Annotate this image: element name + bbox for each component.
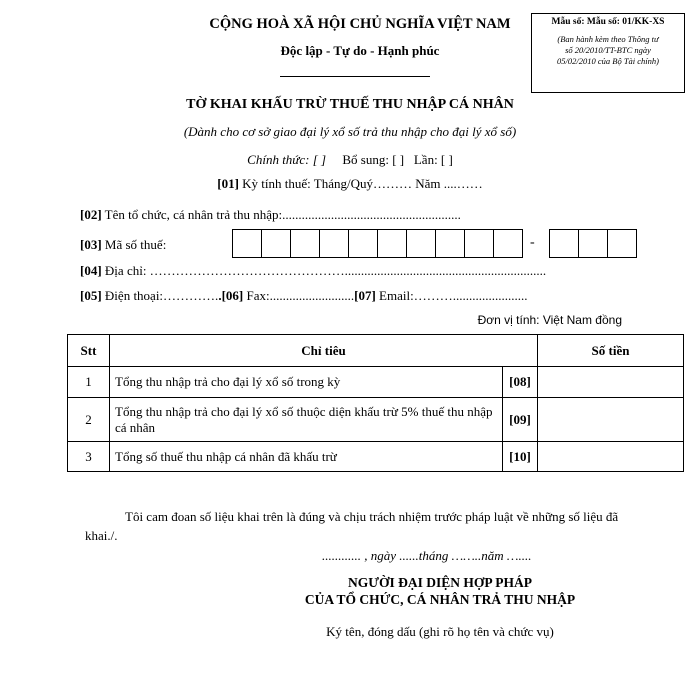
currency-unit: Đơn vị tính: Việt Nam đồng — [477, 313, 622, 327]
declaration-type — [0, 152, 700, 168]
tax-code-suffix-box[interactable] — [549, 229, 579, 258]
payer-name-field[interactable]: Tên tổ chức, cá nhân trả thu nhập:....................................................... — [101, 207, 461, 222]
date-line[interactable]: ............ , ngày ......tháng ……..năm ….... — [322, 548, 532, 563]
email-field[interactable]: Email:………....................... — [375, 288, 528, 303]
tax-code-suffix-boxes — [549, 229, 636, 258]
field-code-02: [02] — [80, 207, 102, 222]
payer-name-row — [80, 207, 461, 223]
tax-code-digit-box[interactable] — [319, 229, 349, 258]
fax-field[interactable]: Fax:.......................... — [243, 288, 355, 303]
tax-code-label: Mã số thuế: — [101, 237, 167, 252]
tax-code-digit-box[interactable] — [435, 229, 465, 258]
header-indicator: Chỉ tiêu — [110, 335, 538, 367]
tax-code-suffix-box[interactable] — [607, 229, 637, 258]
form-subtitle: (Dành cho cơ sở giao đại lý xổ số trả thu nhập cho đại lý xổ số) — [183, 124, 517, 139]
row-label: Tổng số thuế thu nhập cá nhân đã khấu trừ — [110, 442, 503, 472]
tax-period-field[interactable]: Kỳ tính thuế: Tháng/Quý……… Năm ....…… — [238, 176, 483, 191]
field-code-06: .[06] — [218, 288, 244, 303]
tax-code-digit-box[interactable] — [348, 229, 378, 258]
form-issued-line-2: số 20/2010/TT-BTC ngày — [565, 45, 651, 55]
row-stt: 1 — [68, 367, 110, 398]
row-code: [08] — [503, 367, 538, 398]
times-field[interactable]: Lần: [ ] — [413, 152, 453, 167]
form-title: TỜ KHAI KHẤU TRỪ THUẾ THU NHẬP CÁ NHÂN — [186, 97, 514, 112]
tax-code-digit-box[interactable] — [377, 229, 407, 258]
row-amount-field[interactable] — [538, 367, 684, 398]
tax-code-digit-box[interactable] — [464, 229, 494, 258]
row-label: Tổng thu nhập trả cho đại lý xổ số thuộc diện khấu trừ 5% thuế thu nhập cá nhân — [110, 398, 503, 442]
official-checkbox[interactable]: Chính thức: [ ] — [247, 152, 327, 167]
row-stt: 2 — [68, 398, 110, 442]
tax-code-digit-box[interactable] — [290, 229, 320, 258]
tax-code-row — [80, 237, 166, 253]
representative-title-1: NGƯỜI ĐẠI DIỆN HỢP PHÁP — [347, 575, 532, 590]
declaration-table — [67, 334, 684, 472]
address-field[interactable]: Địa chỉ: ……………………………………….............................................................. — [101, 263, 547, 278]
tax-code-boxes — [232, 229, 522, 258]
tax-code-digit-box[interactable] — [232, 229, 262, 258]
table-row — [68, 442, 684, 472]
row-code: [10] — [503, 442, 538, 472]
motto: Độc lập - Tự do - Hạnh phúc — [280, 43, 440, 58]
row-code: [09] — [503, 398, 538, 442]
field-code-04: [04] — [80, 263, 102, 278]
field-code-01: [01] — [217, 176, 239, 191]
form-code-box — [531, 13, 685, 93]
field-code-07: [07] — [354, 288, 376, 303]
tax-code-digit-box[interactable] — [406, 229, 436, 258]
table-row — [68, 367, 684, 398]
signature-note: Ký tên, đóng dấu (ghi rõ họ tên và chức vụ) — [326, 624, 554, 639]
form-issued-line-1: (Ban hành kèm theo Thông tư — [557, 34, 659, 44]
row-stt: 3 — [68, 442, 110, 472]
representative-title-2: CỦA TỔ CHỨC, CÁ NHÂN TRẢ THU NHẬP — [304, 592, 576, 607]
contact-row — [80, 288, 527, 304]
tax-code-suffix-box[interactable] — [578, 229, 608, 258]
header-amount: Số tiền — [538, 335, 684, 367]
nation-header: CỘNG HOÀ XÃ HỘI CHỦ NGHĨA VIỆT NAM — [209, 16, 511, 32]
form-code: Mẫu số: Mẫu số: 01/KK-XS — [551, 17, 665, 27]
row-label: Tổng thu nhập trả cho đại lý xổ số trong kỳ — [110, 367, 503, 398]
declaration-statement: Tôi cam đoan số liệu khai trên là đúng và chịu trách nhiệm trước pháp luật về những số liệu đã khai./. — [85, 509, 619, 543]
field-code-05: [05] — [80, 288, 102, 303]
row-amount-field[interactable] — [538, 442, 684, 472]
field-code-03: [03] — [80, 237, 102, 252]
table-row — [68, 398, 684, 442]
header-stt: Stt — [68, 335, 110, 367]
tax-period — [0, 176, 700, 192]
address-row — [80, 263, 546, 279]
row-amount-field[interactable] — [538, 398, 684, 442]
phone-field[interactable]: Điện thoại:…………. — [101, 288, 219, 303]
tax-code-digit-box[interactable] — [493, 229, 523, 258]
supplement-checkbox[interactable]: Bổ sung: [ ] — [342, 152, 405, 167]
tax-code-digit-box[interactable] — [261, 229, 291, 258]
form-issued-line-3: 05/02/2010 của Bộ Tài chính) — [557, 56, 659, 66]
motto-underline — [280, 76, 430, 77]
tax-code-dash: - — [530, 235, 535, 250]
